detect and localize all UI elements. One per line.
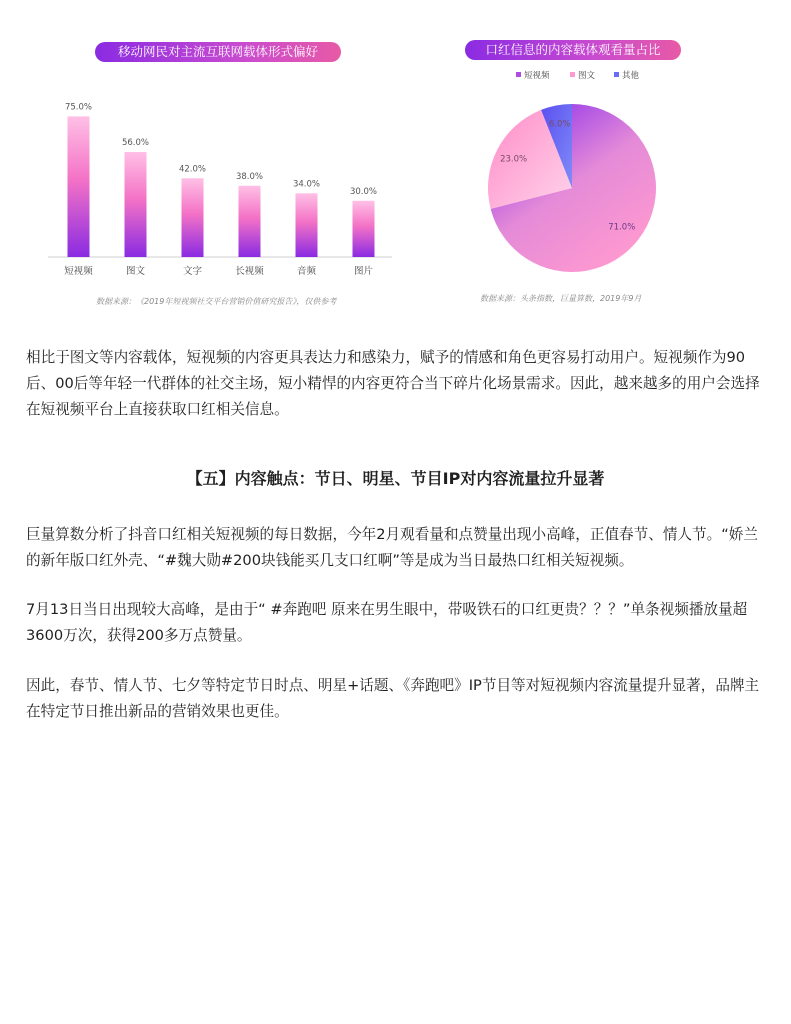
bar-chart-title: 移动网民对主流互联网载体形式偏好: [95, 42, 341, 62]
bar-5: [353, 201, 375, 257]
legend-label-2: 其他: [622, 71, 640, 81]
pie-chart-title: 口红信息的内容载体观看量占比: [465, 40, 681, 60]
pie-value-label-2: 6.0%: [548, 119, 571, 130]
pie-value-label-1: 23.0%: [500, 154, 528, 165]
legend-label-0: 短视频: [524, 71, 550, 81]
section-heading: 【五】内容触点：节日、明星、节目IP对内容流量拉升显著: [186, 469, 605, 488]
bar-chart-source: 数据来源：《2019年短视频社交平台营销价值研究报告》，仅供参考: [96, 297, 337, 306]
bar-chart: [40, 90, 400, 280]
x-tick-label-2: 文字: [182, 266, 203, 277]
pie-chart-source: 数据来源：头条指数，巨量算数，2019年9月: [480, 294, 642, 303]
bar-3: [239, 186, 261, 257]
x-tick-label-5: 图片: [353, 266, 374, 277]
legend-swatch-2: [614, 72, 619, 77]
bar-value-label-3: 38.0%: [235, 171, 264, 182]
x-tick-label-1: 图文: [125, 266, 146, 277]
bar-1: [125, 152, 147, 257]
bar-value-label-4: 34.0%: [292, 179, 321, 190]
x-tick-label-0: 短视频: [64, 266, 93, 277]
x-tick-label-4: 音频: [296, 266, 317, 277]
bar-value-label-0: 75.0%: [64, 102, 93, 113]
paragraph-conclusion: 因此，春节、情人节、七夕等特定节日时点、明星+话题、《奔跑吧》IP节目等对短视频内容流量提升显著，品牌主在特定节日推出新品的营销效果也更佳。: [26, 677, 760, 720]
paragraph-content-carriers: 相比于图文等内容载体，短视频的内容更具表达力和感染力，赋予的情感和角色更容易打动用户。短视频作为90后、00后等年轻一代群体的社交主场，短小精悍的内容更符合当下碎片化场景需求。因此，越来越多的用户会选择在短视频平台上直接获取口红相关信息。: [26, 349, 760, 418]
legend-swatch-0: [516, 72, 521, 77]
paragraph-february-peak: 巨量算数分析了抖音口红相关短视频的每日数据，今年2月观看量和点赞量出现小高峰，正值春节、情人节。“娇兰的新年版口红外壳、“#魏大勋#200块钱能买几支口红啊”等是成为当日最热口红相关短视频。: [26, 526, 758, 569]
bar-0: [68, 116, 90, 257]
paragraph-july-peak: 7月13日当日出现较大高峰，是由于“ #奔跑吧 原来在男生眼中，带吸铁石的口红更贵？？？”单条视频播放量超3600万次，获得200多万点赞量。: [26, 601, 748, 644]
legend-swatch-1: [570, 72, 575, 77]
pie-value-label-0: 71.0%: [608, 222, 636, 233]
bar-value-label-2: 42.0%: [178, 164, 207, 175]
bar-value-label-5: 30.0%: [349, 186, 378, 197]
pie-chart: [470, 60, 760, 295]
bar-4: [296, 193, 318, 257]
legend-label-1: 图文: [578, 71, 596, 81]
x-tick-label-3: 长视频: [235, 266, 264, 277]
bar-2: [182, 178, 204, 257]
bar-value-label-1: 56.0%: [121, 138, 150, 148]
